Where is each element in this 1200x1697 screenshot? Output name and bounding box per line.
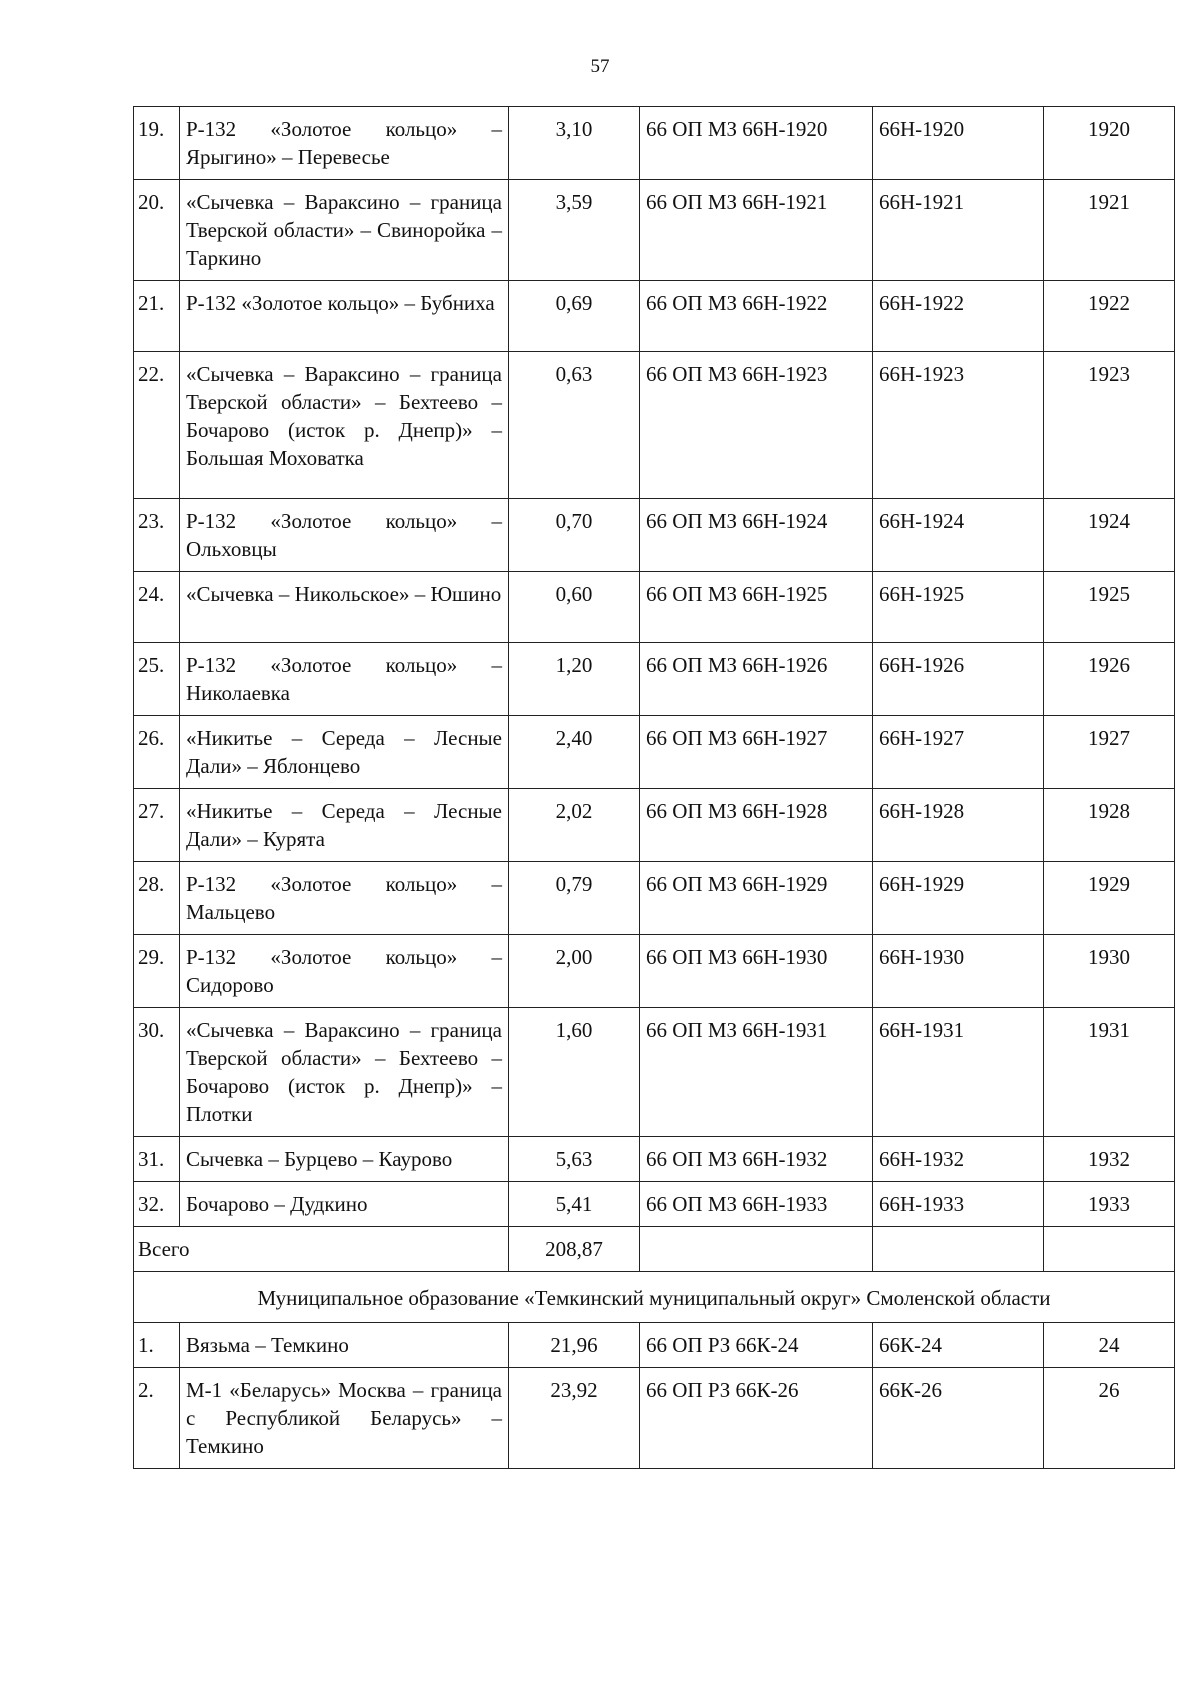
- road-name: «Никитье – Середа – Лесные Дали» – Курята: [180, 789, 509, 862]
- road-number: 1923: [1044, 352, 1175, 499]
- road-number: 1922: [1044, 281, 1175, 352]
- road-name: Сычевка – Бурцево – Каурово: [180, 1137, 509, 1182]
- road-short-code: 66К-26: [873, 1368, 1044, 1469]
- road-id-code: 66 ОП МЗ 66Н-1933: [640, 1182, 873, 1227]
- road-name: Р-132 «Золотое кольцо» – Мальцево: [180, 862, 509, 935]
- row-number: 23.: [134, 499, 180, 572]
- road-name: Вязьма – Темкино: [180, 1323, 509, 1368]
- road-id-code: 66 ОП РЗ 66К-24: [640, 1323, 873, 1368]
- road-short-code: 66Н-1928: [873, 789, 1044, 862]
- road-length: 5,63: [509, 1137, 640, 1182]
- table-row: [134, 789, 1175, 862]
- road-short-code: 66Н-1933: [873, 1182, 1044, 1227]
- roads-table-body: [134, 107, 1175, 1469]
- road-length: 0,60: [509, 572, 640, 643]
- road-short-code: 66К-24: [873, 1323, 1044, 1368]
- road-short-code: 66Н-1930: [873, 935, 1044, 1008]
- road-short-code: 66Н-1931: [873, 1008, 1044, 1137]
- road-length: 0,69: [509, 281, 640, 352]
- table-row: [134, 1368, 1175, 1469]
- road-id-code: 66 ОП РЗ 66К-26: [640, 1368, 873, 1469]
- total-label: Всего: [134, 1227, 509, 1272]
- row-number: 29.: [134, 935, 180, 1008]
- empty-cell: [640, 1227, 873, 1272]
- road-id-code: 66 ОП МЗ 66Н-1926: [640, 643, 873, 716]
- road-number: 1932: [1044, 1137, 1175, 1182]
- road-name: «Никитье – Середа – Лесные Дали» – Яблонцево: [180, 716, 509, 789]
- road-short-code: 66Н-1923: [873, 352, 1044, 499]
- road-name: Р-132 «Золотое кольцо» – Бубниха: [180, 281, 509, 352]
- table-row: [134, 935, 1175, 1008]
- road-id-code: 66 ОП МЗ 66Н-1930: [640, 935, 873, 1008]
- road-short-code: 66Н-1921: [873, 180, 1044, 281]
- road-name: Р-132 «Золотое кольцо» – Ярыгино» – Перевесье: [180, 107, 509, 180]
- road-number: 1933: [1044, 1182, 1175, 1227]
- road-length: 21,96: [509, 1323, 640, 1368]
- road-id-code: 66 ОП МЗ 66Н-1920: [640, 107, 873, 180]
- road-length: 2,02: [509, 789, 640, 862]
- road-number: 1927: [1044, 716, 1175, 789]
- row-number: 32.: [134, 1182, 180, 1227]
- road-id-code: 66 ОП МЗ 66Н-1925: [640, 572, 873, 643]
- road-number: 24: [1044, 1323, 1175, 1368]
- table-row: [134, 107, 1175, 180]
- table-row: [134, 862, 1175, 935]
- roads-table: [133, 106, 1175, 1469]
- road-number: 1930: [1044, 935, 1175, 1008]
- empty-cell: [1044, 1227, 1175, 1272]
- road-number: 1924: [1044, 499, 1175, 572]
- road-short-code: 66Н-1924: [873, 499, 1044, 572]
- road-name: М-1 «Беларусь» Москва – граница с Республикой Беларусь» – Темкино: [180, 1368, 509, 1469]
- road-length: 1,60: [509, 1008, 640, 1137]
- road-id-code: 66 ОП МЗ 66Н-1927: [640, 716, 873, 789]
- road-name: «Сычевка – Вараксино – граница Тверской области» – Бехтеево – Бочарово (исток р. Днепр)» – Большая Моховатка: [180, 352, 509, 499]
- road-number: 1925: [1044, 572, 1175, 643]
- page-number: 57: [590, 56, 610, 77]
- row-number: 21.: [134, 281, 180, 352]
- road-name: «Сычевка – Вараксино – граница Тверской области» – Бехтеево – Бочарово (исток р. Днепр)» – Плотки: [180, 1008, 509, 1137]
- row-number: 22.: [134, 352, 180, 499]
- table-row: [134, 572, 1175, 643]
- road-length: 23,92: [509, 1368, 640, 1469]
- table-row: [134, 1323, 1175, 1368]
- road-number: 1921: [1044, 180, 1175, 281]
- road-short-code: 66Н-1929: [873, 862, 1044, 935]
- table-row: [134, 281, 1175, 352]
- road-length: 0,63: [509, 352, 640, 499]
- table-row: [134, 180, 1175, 281]
- road-name: Р-132 «Золотое кольцо» – Ольховцы: [180, 499, 509, 572]
- total-value: 208,87: [509, 1227, 640, 1272]
- table-row: [134, 499, 1175, 572]
- section-title: Муниципальное образование «Темкинский муниципальный округ» Смоленской области: [134, 1272, 1175, 1323]
- road-id-code: 66 ОП МЗ 66Н-1929: [640, 862, 873, 935]
- road-name: «Сычевка – Вараксино – граница Тверской области» – Свиноройка – Таркино: [180, 180, 509, 281]
- row-number: 25.: [134, 643, 180, 716]
- row-number: 27.: [134, 789, 180, 862]
- table-row: [134, 1008, 1175, 1137]
- road-short-code: 66Н-1925: [873, 572, 1044, 643]
- road-id-code: 66 ОП МЗ 66Н-1931: [640, 1008, 873, 1137]
- row-number: 2.: [134, 1368, 180, 1469]
- row-number: 26.: [134, 716, 180, 789]
- road-name: «Сычевка – Никольское» – Юшино: [180, 572, 509, 643]
- road-length: 3,10: [509, 107, 640, 180]
- road-id-code: 66 ОП МЗ 66Н-1922: [640, 281, 873, 352]
- road-length: 0,70: [509, 499, 640, 572]
- table-row: [134, 1182, 1175, 1227]
- road-number: 1926: [1044, 643, 1175, 716]
- empty-cell: [873, 1227, 1044, 1272]
- road-id-code: 66 ОП МЗ 66Н-1923: [640, 352, 873, 499]
- road-name: Р-132 «Золотое кольцо» – Сидорово: [180, 935, 509, 1008]
- row-number: 31.: [134, 1137, 180, 1182]
- road-length: 0,79: [509, 862, 640, 935]
- road-short-code: 66Н-1922: [873, 281, 1044, 352]
- road-number: 26: [1044, 1368, 1175, 1469]
- row-number: 20.: [134, 180, 180, 281]
- road-id-code: 66 ОП МЗ 66Н-1921: [640, 180, 873, 281]
- road-number: 1920: [1044, 107, 1175, 180]
- road-short-code: 66Н-1932: [873, 1137, 1044, 1182]
- row-number: 28.: [134, 862, 180, 935]
- row-number: 30.: [134, 1008, 180, 1137]
- total-row: [134, 1227, 1175, 1272]
- road-length: 2,40: [509, 716, 640, 789]
- road-short-code: 66Н-1927: [873, 716, 1044, 789]
- road-name: Бочарово – Дудкино: [180, 1182, 509, 1227]
- road-length: 1,20: [509, 643, 640, 716]
- road-id-code: 66 ОП МЗ 66Н-1932: [640, 1137, 873, 1182]
- table-row: [134, 716, 1175, 789]
- road-length: 2,00: [509, 935, 640, 1008]
- road-short-code: 66Н-1920: [873, 107, 1044, 180]
- road-number: 1931: [1044, 1008, 1175, 1137]
- road-length: 3,59: [509, 180, 640, 281]
- road-length: 5,41: [509, 1182, 640, 1227]
- row-number: 1.: [134, 1323, 180, 1368]
- table-row: [134, 643, 1175, 716]
- road-short-code: 66Н-1926: [873, 643, 1044, 716]
- road-number: 1928: [1044, 789, 1175, 862]
- row-number: 24.: [134, 572, 180, 643]
- row-number: 19.: [134, 107, 180, 180]
- table-row: [134, 1137, 1175, 1182]
- road-number: 1929: [1044, 862, 1175, 935]
- table-row: [134, 352, 1175, 499]
- road-name: Р-132 «Золотое кольцо» – Николаевка: [180, 643, 509, 716]
- road-id-code: 66 ОП МЗ 66Н-1928: [640, 789, 873, 862]
- section-header-row: [134, 1272, 1175, 1323]
- road-id-code: 66 ОП МЗ 66Н-1924: [640, 499, 873, 572]
